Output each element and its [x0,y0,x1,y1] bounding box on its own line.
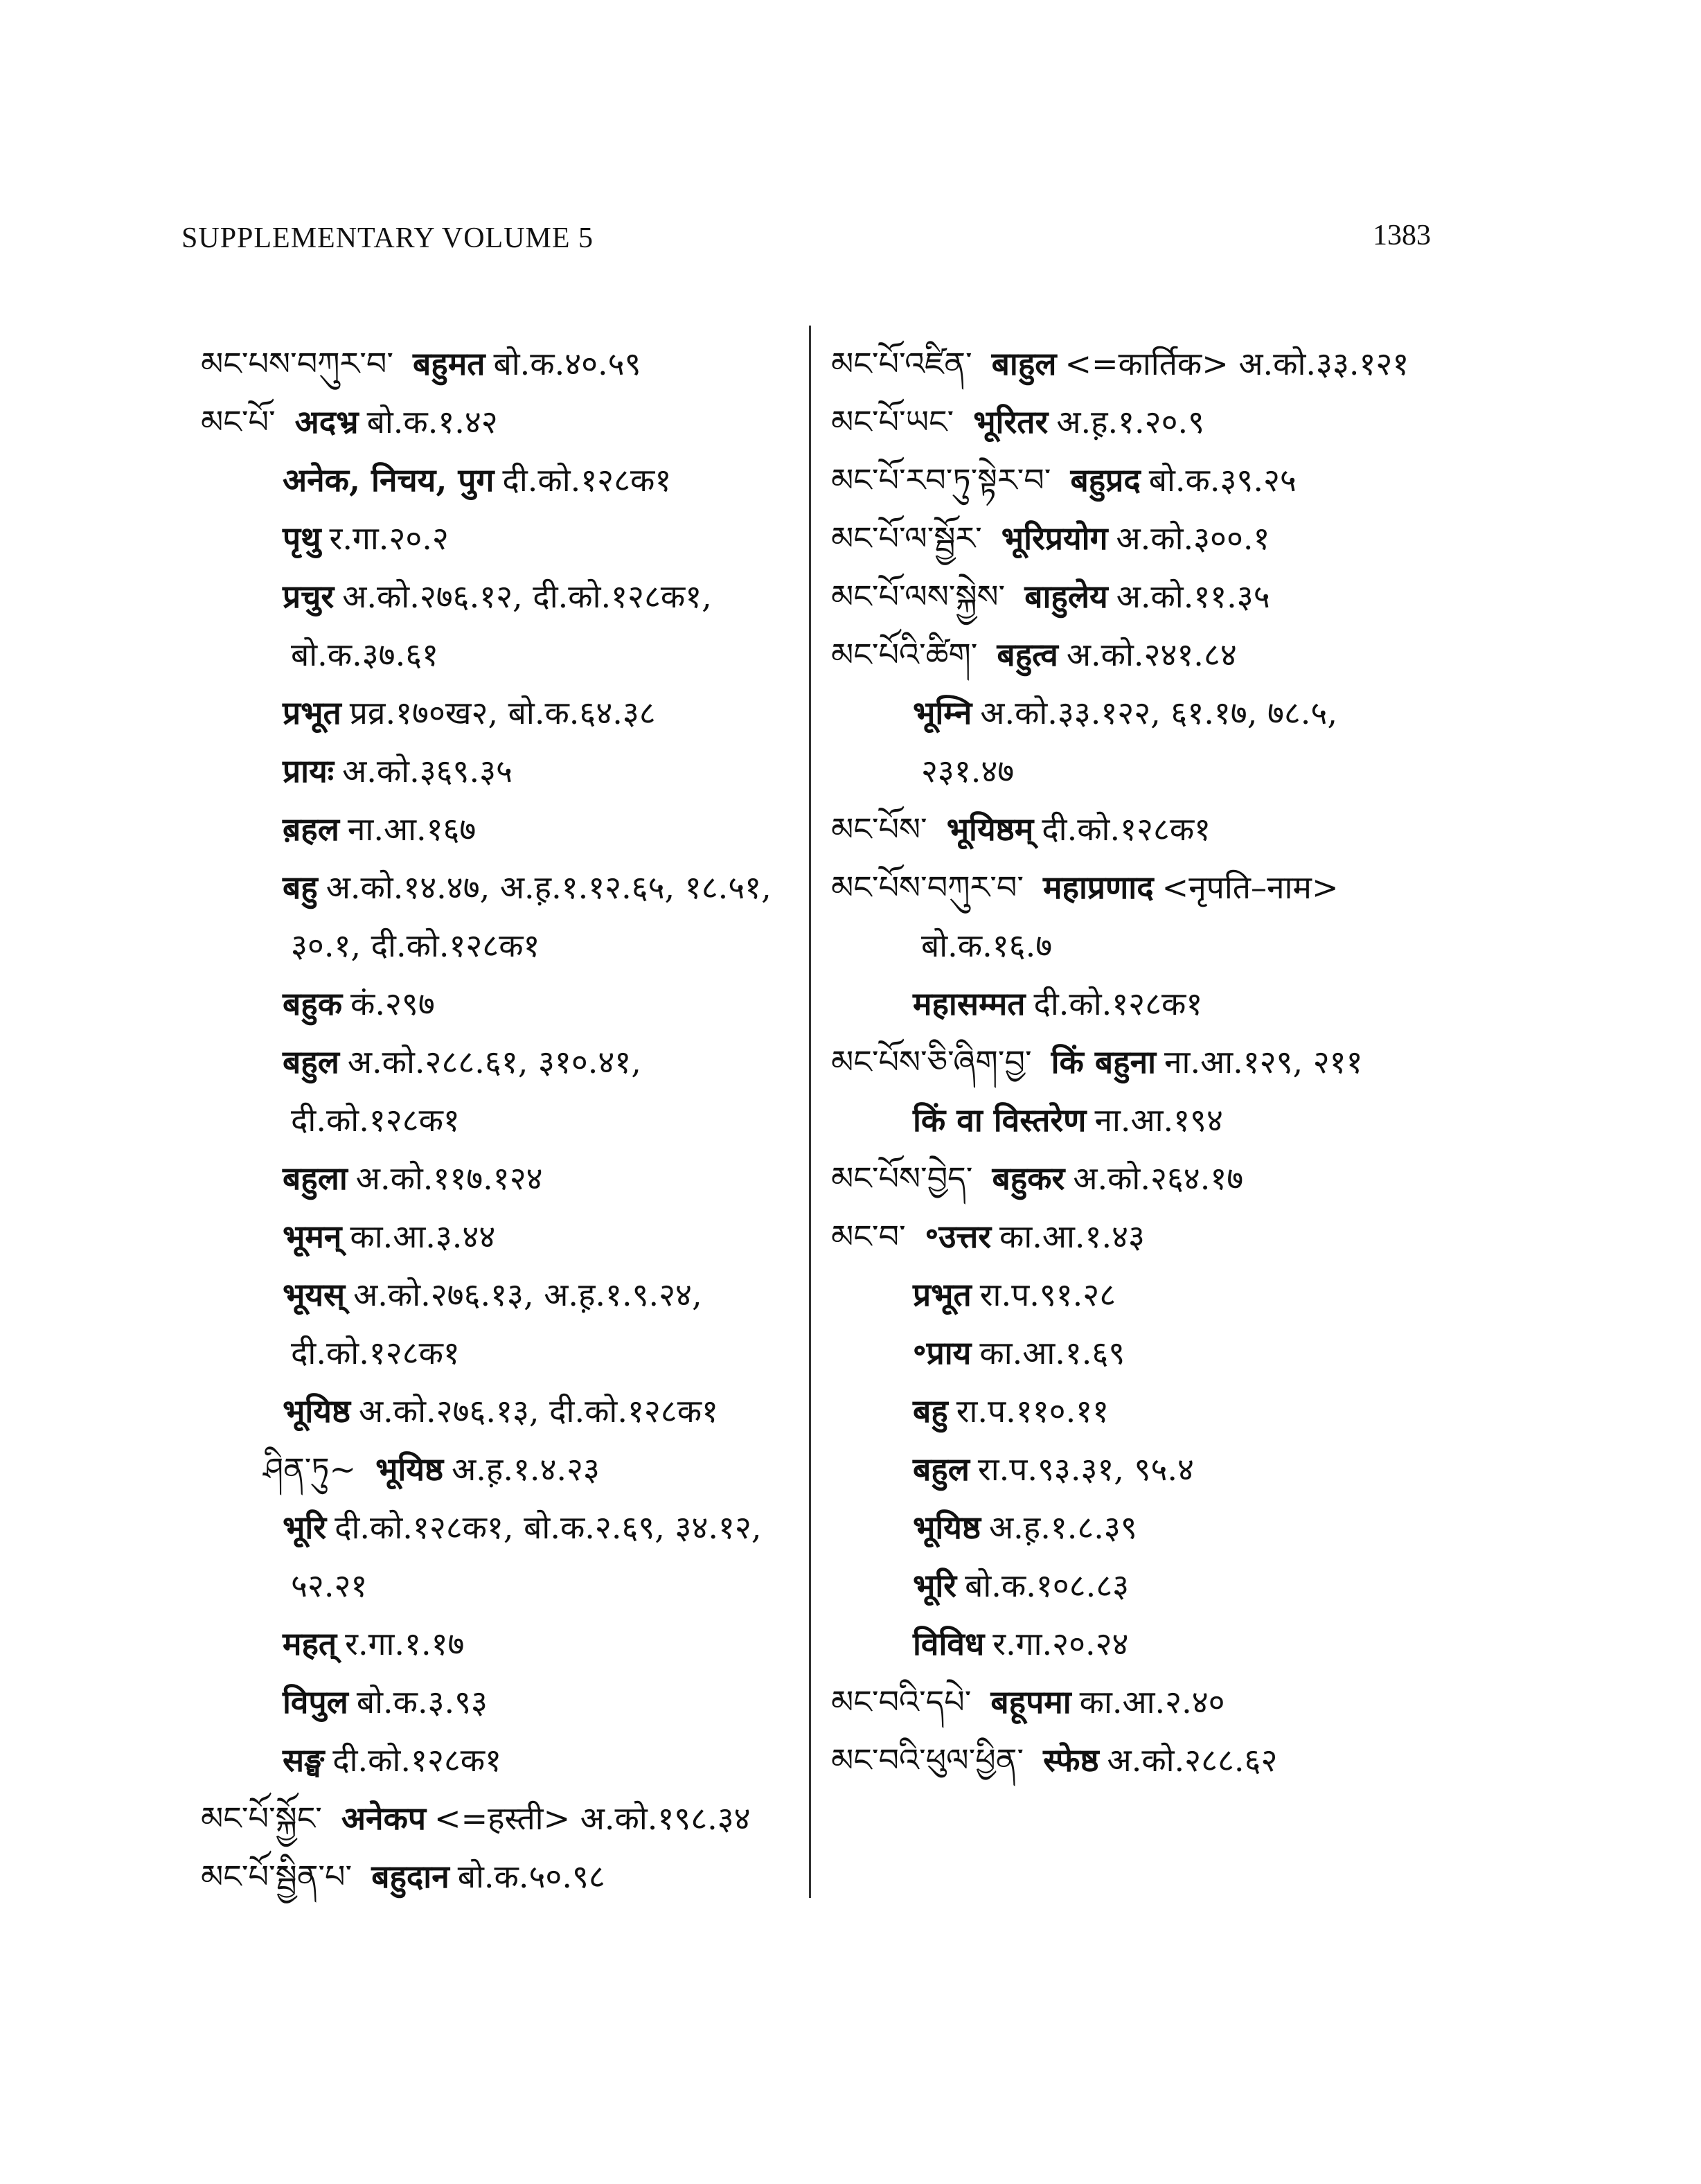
entry-line [263,1445,600,1493]
entry-line [263,863,772,912]
tibetan-term: མང་པོ་འཛིན་ [831,345,972,382]
sanskrit-headword: भूरि [913,1567,957,1604]
source-reference: दी.को.१२८क१ [1042,810,1211,848]
source-reference: अ.ह़.१.८.३९ [989,1509,1137,1546]
source-reference: अ.को.२६४.१७ [1073,1160,1244,1197]
sanskrit-headword: बाहुलेय [1024,578,1108,615]
entry-line [263,1736,501,1784]
entry-line [831,1212,1145,1261]
sanskrit-headword: अनेकप [341,1800,427,1837]
tibetan-term: མང་པོ་སྐྱོང་ [201,1800,322,1837]
sanskrit-headword: भूरि [283,1509,327,1546]
sanskrit-headword: प्रभूत [283,694,341,731]
entry-line [201,339,641,388]
source-reference: अ.को.२८८.६२ [1107,1741,1278,1779]
source-reference: <=हस्ती> अ.को.१९८.३४ [434,1800,751,1837]
source-reference: अ.को.११७.१२४ [355,1160,543,1197]
sanskrit-headword: महत् [283,1625,337,1662]
tibetan-term: མང་པོས་ཅི་ཞིག་བྱ་ [831,1043,1032,1081]
entry-line [201,1852,605,1901]
running-head: SUPPLEMENTARY VOLUME 5 [181,222,594,254]
source-reference: अ.को.११.३५ [1116,578,1270,615]
tibetan-term: མང་པས་བཀུར་བ་ [201,345,394,382]
source-reference: <=कार्तिक> अ.को.३३.१२१ [1065,345,1409,382]
source-reference: दी.को.१२८क१ [1033,985,1203,1022]
sanskrit-headword: भूमन् [283,1218,342,1255]
source-reference: बो.क.१.४२ [366,403,498,441]
entry-line [831,398,1204,446]
tibetan-term: མང་བའི་དཔེ་ [831,1683,972,1721]
source-reference: दी.को.१२८क१ [332,1741,502,1779]
tibetan-term: མང་པོ་ཡང་ [831,403,954,441]
entry-line [831,514,1270,562]
sanskrit-headword: भूयिष्ठम् [946,810,1034,848]
entry-line [893,979,1202,1028]
tibetan-term: མང་པོ་ [201,403,276,441]
entry-line [263,1561,367,1610]
entry-line [263,1678,488,1726]
source-reference: अ.को.१४.४७, अ.ह़.१.१२.६५, १८.५१, [326,869,772,906]
sanskrit-headword: पृथु [283,520,321,557]
entry-line [263,689,656,737]
sanskrit-headword: ब़हल [283,810,339,848]
entry-line [831,456,1297,504]
entry-line [831,805,1211,853]
source-reference: अ.को.२७६.१३, दी.को.१२८क१ [359,1392,718,1430]
source-reference: अ.को.२८८.६१, ३१०.४१, [347,1043,641,1081]
sanskrit-headword: प्रायः [283,752,335,790]
source-reference: बो.क.३.९३ [356,1683,488,1721]
sanskrit-headword: बहुत्व [997,636,1058,673]
entry-line [831,1154,1243,1202]
entry-line [263,921,540,970]
entry-line [201,1794,751,1843]
entry-line [263,1329,460,1377]
entry-line [263,630,438,679]
source-reference: रा.प.११०.११ [956,1392,1110,1430]
source-reference: <नृपति–नाम> [1161,869,1339,906]
sanskrit-headword: किं बहुना [1051,1043,1157,1081]
sanskrit-headword: किं वा विस्तरेण [913,1101,1087,1139]
sanskrit-headword: भूयिष्ठ [913,1509,981,1546]
entry-line [893,689,1337,737]
sanskrit-headword: सङ्घ [283,1741,325,1779]
source-reference: अ.को.२४१.८४ [1066,636,1237,673]
sanskrit-headword: बहुल [283,1043,339,1081]
entry-line [831,572,1270,621]
entry-line [831,1678,1225,1726]
source-reference: ३०.१, दी.को.१२८क१ [291,927,540,964]
source-reference: बो.क.१६.७ [921,927,1053,964]
source-reference: कं.२९७ [350,985,435,1022]
sanskrit-headword: भूयस् [283,1276,346,1313]
source-reference: दी.को.१२८क१ [502,461,672,499]
page-number: 1383 [1373,220,1431,251]
tibetan-term: མང་པོ་རབ་ཏུ་སྟེར་བ་ [831,461,1051,499]
entry-line [263,1212,495,1261]
sanskrit-headword: भूरिप्रयोग [1001,520,1108,557]
tibetan-term: མང་པོས་ [831,810,927,848]
entry-line [893,1503,1137,1552]
entry-line [263,1270,702,1319]
entry-line [263,1096,460,1144]
entry-line [893,1096,1223,1144]
entry-line [893,1329,1125,1377]
source-reference: दी.को.१२८क१ [291,1334,460,1371]
entry-line [263,1038,641,1086]
source-reference: र.गा.१.१७ [345,1625,465,1662]
source-reference: बो.क.४०.५९ [493,345,641,382]
sanskrit-headword: अदभ्र [294,403,359,441]
entry-line [263,456,671,504]
sanskrit-headword: प्रचुर [283,578,335,615]
source-reference: अ.ह़.१.२०.९ [1056,403,1205,441]
entry-line [831,863,1339,912]
sanskrit-headword: बहु [913,1392,948,1430]
source-reference: प्रव्र.१७०ख२, बो.क.६४.३८ [349,694,656,731]
source-reference: का.आ.३.४४ [350,1218,496,1255]
source-reference: दी.को.१२८क१, बो.क.२.६९, ३४.१२, [335,1509,762,1546]
sanskrit-headword: बहुकर [992,1160,1065,1197]
source-reference: बो.क.१०८.८३ [965,1567,1130,1604]
source-reference: अ.को.३३.१२२, ६१.१७, ७८.५, [980,694,1337,731]
tibetan-term: མང་པོ་ལ་སྦྱོར་ [831,520,982,557]
source-reference: २३१.४७ [921,752,1015,790]
entry-line [263,747,513,795]
entry-line [263,1503,761,1552]
source-reference: ना.आ.१६७ [347,810,477,848]
entry-line [263,979,435,1028]
entry-line [893,1561,1129,1610]
sanskrit-headword: भूयिष्ठ [375,1450,444,1488]
source-reference: अ.को.२७६.१३, अ.ह़.१.९.२४, [353,1276,702,1313]
source-reference: र.गा.२०.२४ [992,1625,1129,1662]
sanskrit-headword: ॰प्राय [913,1334,972,1371]
sanskrit-headword: विपुल [283,1683,348,1721]
source-reference: ५२.२१ [291,1567,368,1604]
entry-line [831,630,1237,679]
source-reference: र.गा.२०.२ [329,520,449,557]
source-reference: बो.क.३९.२५ [1148,461,1297,499]
entry-line [893,1270,1116,1319]
sanskrit-headword: भूयिष्ठ [283,1392,351,1430]
entry-line [263,514,449,562]
sanskrit-headword: स्फेष्ठ [1043,1741,1099,1779]
source-reference: का.आ.१.४३ [999,1218,1145,1255]
sanskrit-headword: विविध [913,1625,985,1662]
source-reference: अ.को.३६९.३५ [342,752,513,790]
entry-line [263,805,476,853]
source-reference: रा.प.९१.२८ [979,1276,1116,1313]
source-reference: अ.ह़.१.४.२३ [452,1450,600,1488]
source-reference: ना.आ.१२९, २११ [1164,1043,1363,1081]
entry-line [893,1619,1128,1668]
tibetan-term: མང་པོས་བྱེད་ [831,1160,973,1197]
sanskrit-headword: बहुल [913,1450,970,1488]
entry-line [893,747,1014,795]
entry-line [893,1387,1109,1435]
sanskrit-headword: बहु [283,869,318,906]
tibetan-term: ཤིན་ཏུ~ [263,1450,357,1488]
tibetan-term: མང་བ་ [831,1218,906,1255]
entry-line [263,1619,464,1668]
tibetan-term: མང་པོའི་ཚིག་ [831,636,978,673]
sanskrit-headword: बहुला [283,1160,348,1197]
entry-line [893,1445,1194,1493]
entry-line [893,921,1052,970]
sanskrit-headword: बहुमत [413,345,486,382]
sanskrit-headword: भूम्नि [913,694,972,731]
source-reference: दी.को.१२८क१ [291,1101,460,1139]
sanskrit-headword: बहुदान [371,1858,449,1895]
sanskrit-headword: महासम्मत [913,985,1026,1022]
tibetan-term: མང་པོ་ལས་སྐྱེས་ [831,578,1006,615]
sanskrit-headword: बाहुल [991,345,1057,382]
source-reference: बो.क.५०.९८ [457,1858,605,1895]
source-reference: बो.क.३७.६१ [291,636,439,673]
entry-line [831,1736,1277,1784]
source-reference: ना.आ.१९४ [1094,1101,1223,1139]
sanskrit-headword: प्रभूत [913,1276,972,1313]
entry-line [263,572,712,621]
entry-line [831,339,1409,388]
entry-line [263,1387,718,1435]
source-reference: का.आ.२.४० [1079,1683,1225,1721]
source-reference: अ.को.२७६.१२, दी.को.१२८क१, [342,578,712,615]
source-reference: रा.प.९३.३१, ९५.४ [977,1450,1194,1488]
sanskrit-headword: भूरितर [973,403,1049,441]
entry-line [201,398,498,446]
source-reference: अ.को.३००.१ [1116,520,1270,557]
column-divider [809,326,811,1898]
tibetan-term: མང་པོ་སྦྱིན་པ་ [201,1858,353,1895]
source-reference: का.आ.१.६९ [979,1334,1125,1371]
sanskrit-headword: ॰उत्तर [925,1218,992,1255]
sanskrit-headword: बहुक [283,985,343,1022]
tibetan-term: མང་བའི་ཕུལ་ཕྱིན་ [831,1741,1024,1779]
sanskrit-headword: बहुप्रद [1070,461,1141,499]
tibetan-term: མང་པོས་བཀུར་བ་ [831,869,1024,906]
sanskrit-headword: महाप्रणाद [1043,869,1154,906]
sanskrit-headword: अनेक, निचय, पुग [283,461,495,499]
entry-line [263,1154,543,1202]
sanskrit-headword: बहूपमा [990,1683,1071,1721]
entry-line [831,1038,1363,1086]
